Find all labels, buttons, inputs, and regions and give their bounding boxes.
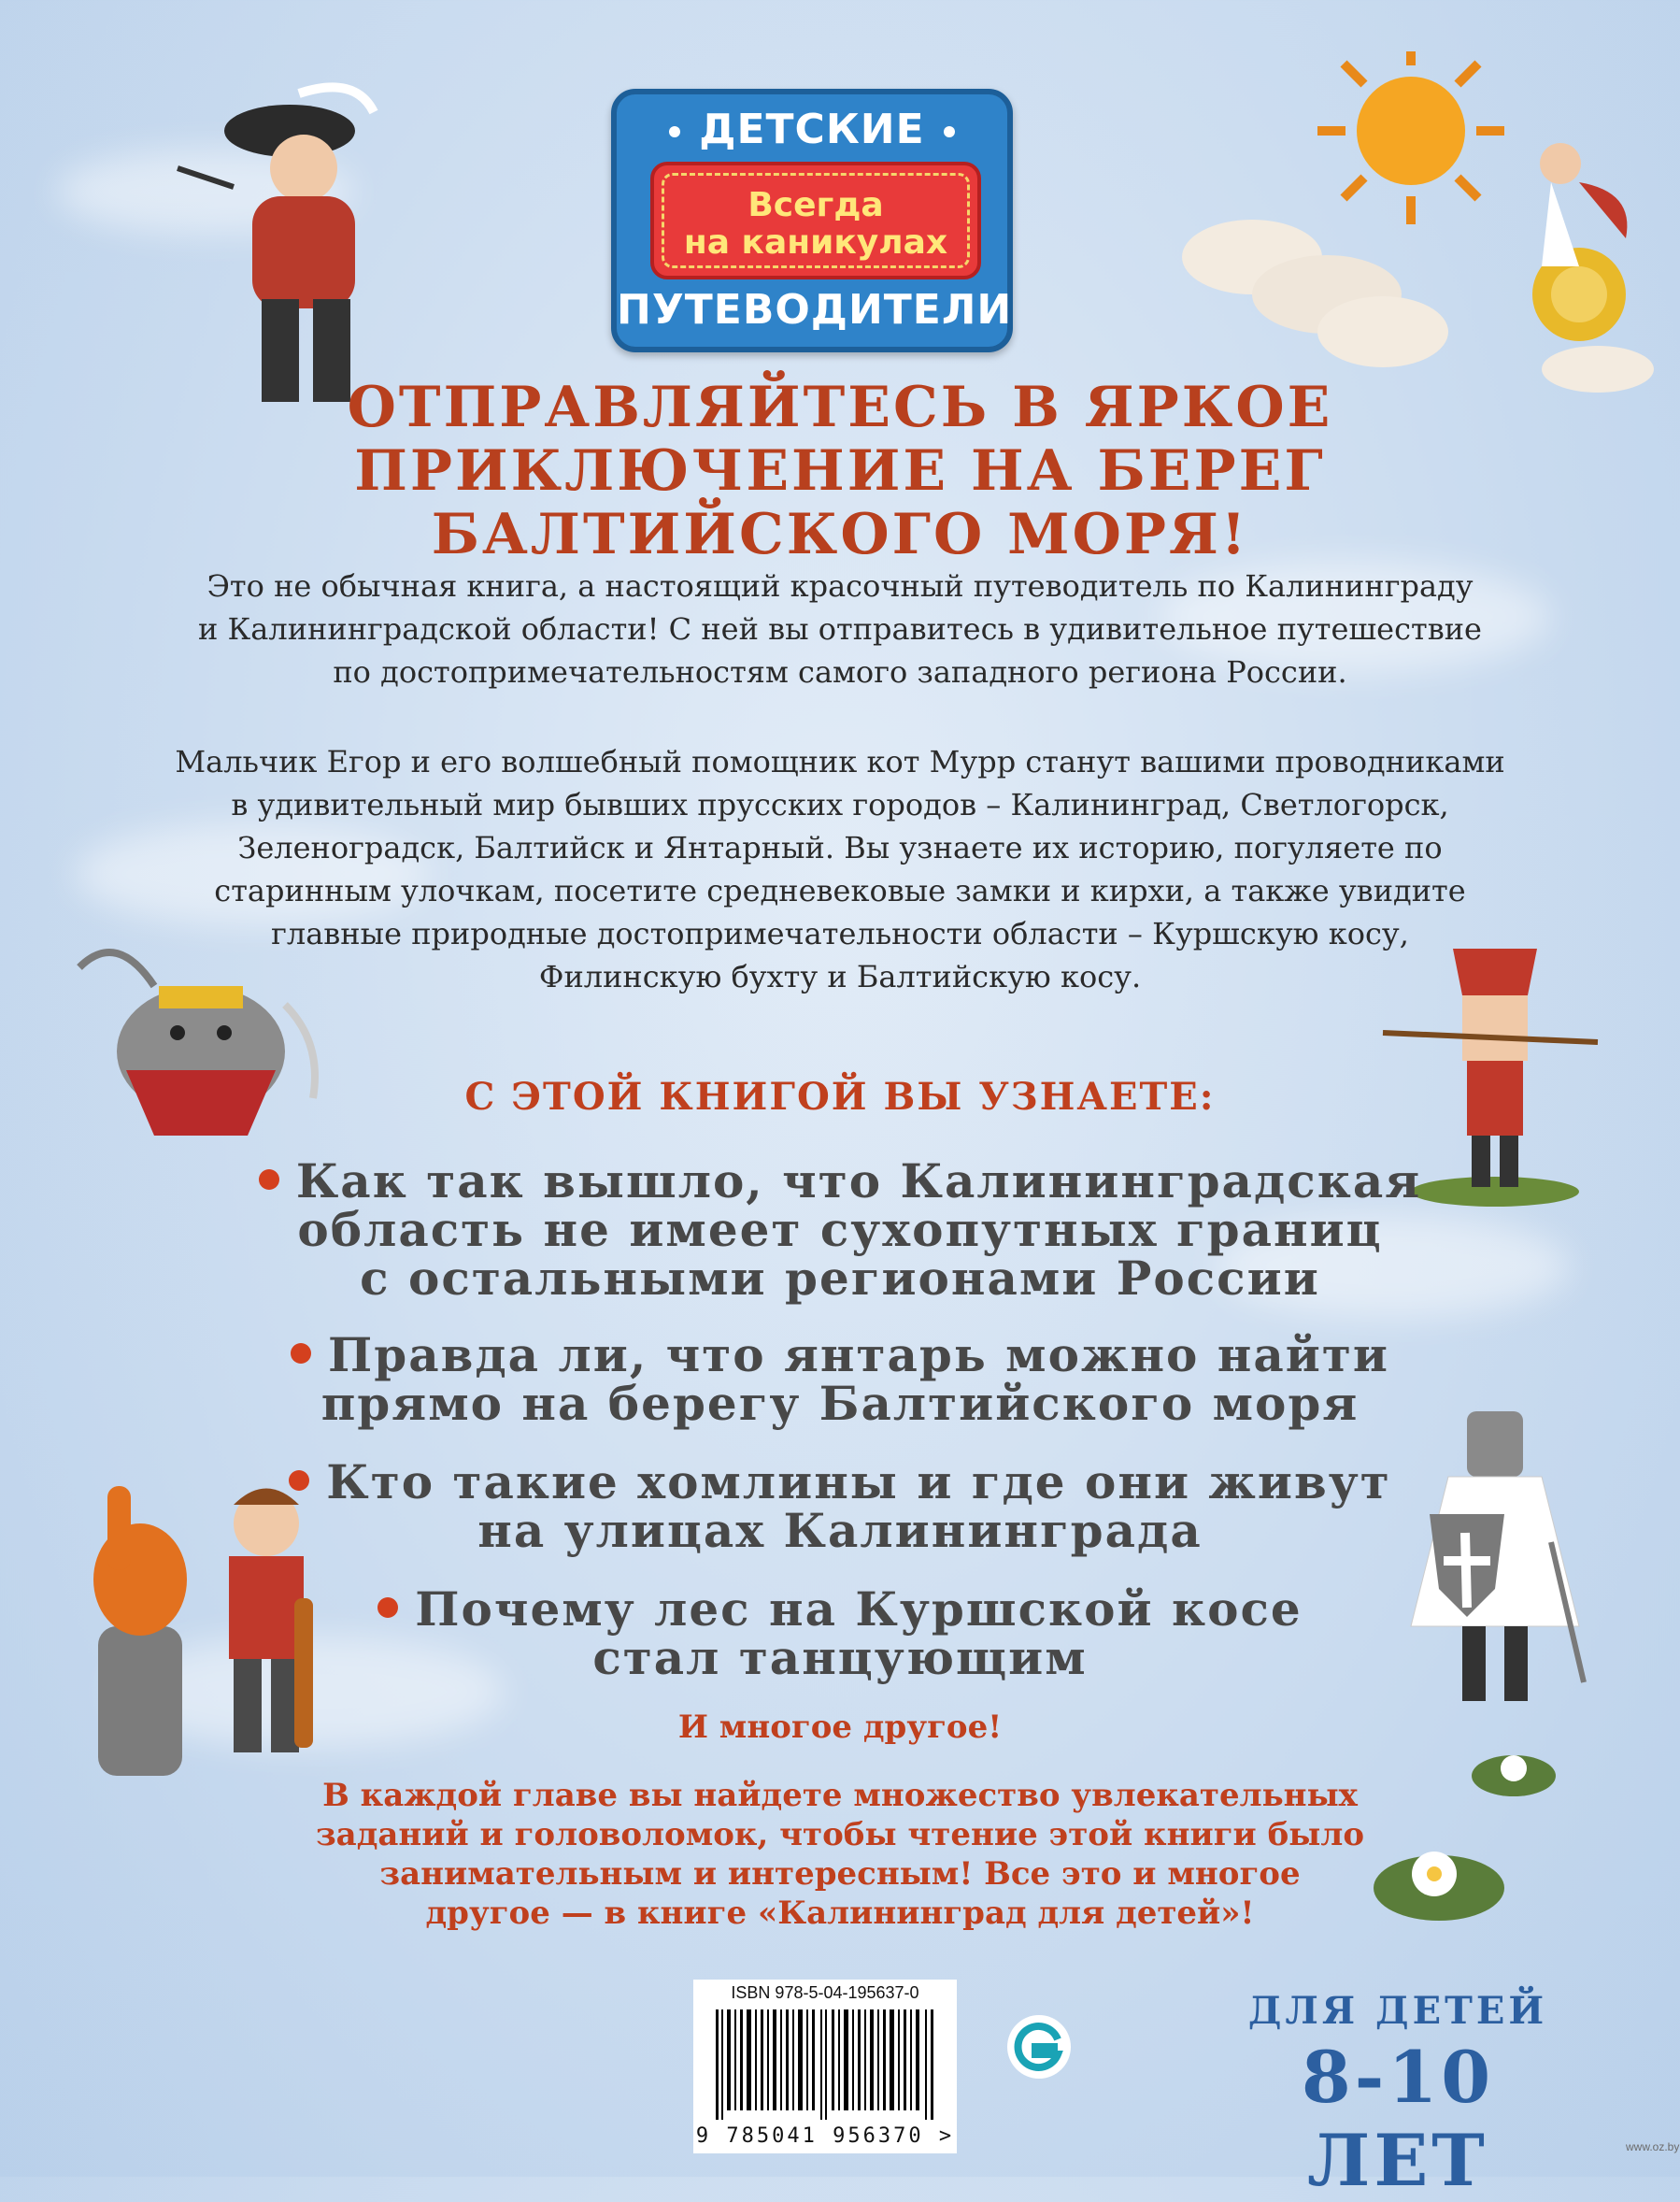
badge-bottom: ПУТЕВОДИТЕЛИ <box>617 286 1013 334</box>
barcode-bars <box>716 2009 934 2120</box>
story-paragraph <box>93 740 1587 998</box>
more-text: И многое другое! <box>677 1709 1003 1746</box>
intro-line: Это не обычная книга, а настоящий красочный путеводитель по Калининграду <box>206 568 1474 604</box>
badge-center-line: на каникулах <box>683 223 948 262</box>
headline-line: ОТПРАВЛЯЙТЕСЬ В ЯРКОЕ <box>347 375 1333 440</box>
closing-line: заданий и головоломок, чтобы чтение этой книги было <box>315 1816 1365 1853</box>
closing-line: занимательным и интересным! Все это и многое <box>379 1855 1301 1893</box>
age-value: 8-10 ЛЕТ <box>1301 2036 1495 2202</box>
sun-chariot-illustration <box>1168 51 1654 407</box>
intro-line: по достопримечательностям самого западного региона России. <box>333 654 1347 690</box>
bullet-text: Почему лес на Куршской косе <box>415 1581 1303 1637</box>
bullet-dot <box>944 126 955 137</box>
badge-top <box>617 106 1007 153</box>
badge-center-inner <box>662 173 970 268</box>
bullet-dot <box>377 1597 398 1618</box>
story-line: в удивительный мир бывших прусских городов – Калининград, Светлогорск, <box>231 787 1449 822</box>
age-label: ДЛЯ ДЕТЕЙ <box>1247 1989 1548 2033</box>
bullet-dot <box>259 1169 279 1190</box>
isbn-digits: 9 785041 956370 > <box>695 2124 955 2148</box>
closing-line: В каждой главе вы найдете множество увлекательных <box>322 1777 1358 1814</box>
bullet-text: Как так вышло, что Калининградская <box>295 1153 1422 1208</box>
closing-paragraph <box>243 1776 1437 1933</box>
badge-top-text: ДЕТСКИЕ <box>699 106 925 153</box>
bullet-item <box>206 1581 1474 1685</box>
closing-line: другое — в книге «Калининград для детей»! <box>425 1895 1255 1932</box>
bullet-text: на улицах Калининграда <box>477 1503 1203 1558</box>
story-line: Филинскую бухту и Балтийскую косу. <box>538 959 1142 994</box>
intro-paragraph <box>93 565 1587 693</box>
learn-heading: С ЭТОЙ КНИГОЙ ВЫ УЗНАЕТЕ: <box>464 1075 1216 1119</box>
badge-center <box>650 162 981 279</box>
bullet-dot <box>289 1470 309 1491</box>
bullet-text: Кто такие хомлины и где они живут <box>326 1454 1391 1509</box>
headline <box>187 376 1493 566</box>
bullet-text: с остальными регионами России <box>360 1251 1320 1306</box>
series-badge <box>611 89 1013 352</box>
bullet-item <box>206 1454 1474 1558</box>
story-line: старинным улочкам, посетите средневековые замки и кирхи, а также увидите <box>214 873 1466 908</box>
intro-line: и Калининградской области! С ней вы отправитесь в удивительное путешествие <box>198 611 1482 647</box>
story-line: главные природные достопримечательности области – Куршскую косу, <box>271 916 1409 951</box>
isbn-label: ISBN 978-5-04-195637-0 <box>731 1983 919 2002</box>
badge-center-line: Всегда <box>747 186 884 224</box>
story-line: Мальчик Егор и его волшебный помощник кот Мурр станут вашими проводниками <box>175 744 1505 779</box>
watermark-credit: www.oz.by <box>1626 2140 1680 2153</box>
bullet-dot <box>291 1343 311 1364</box>
story-line: Зеленоградск, Балтийск и Янтарный. Вы узнаете их историю, погуляете по <box>237 830 1443 865</box>
bullet-item <box>206 1153 1474 1306</box>
baron-munchausen-illustration <box>140 75 392 421</box>
headline-line: ПРИКЛЮЧЕНИЕ НА БЕРЕГ <box>354 438 1326 504</box>
bullet-text: прямо на берегу Балтийского моря <box>320 1376 1360 1431</box>
bullet-text: стал танцующим <box>592 1630 1088 1685</box>
bullet-text: Правда ли, что янтарь можно найти <box>328 1327 1389 1382</box>
bullet-dot <box>669 126 680 137</box>
isbn-barcode <box>693 1980 957 2153</box>
publisher-logo-icon <box>1004 2011 1075 2082</box>
bullet-text: область не имеет сухопутных границ <box>297 1202 1383 1257</box>
headline-line: БАЛТИЙСКОГО МОРЯ! <box>431 502 1249 567</box>
bullet-item <box>206 1327 1474 1431</box>
